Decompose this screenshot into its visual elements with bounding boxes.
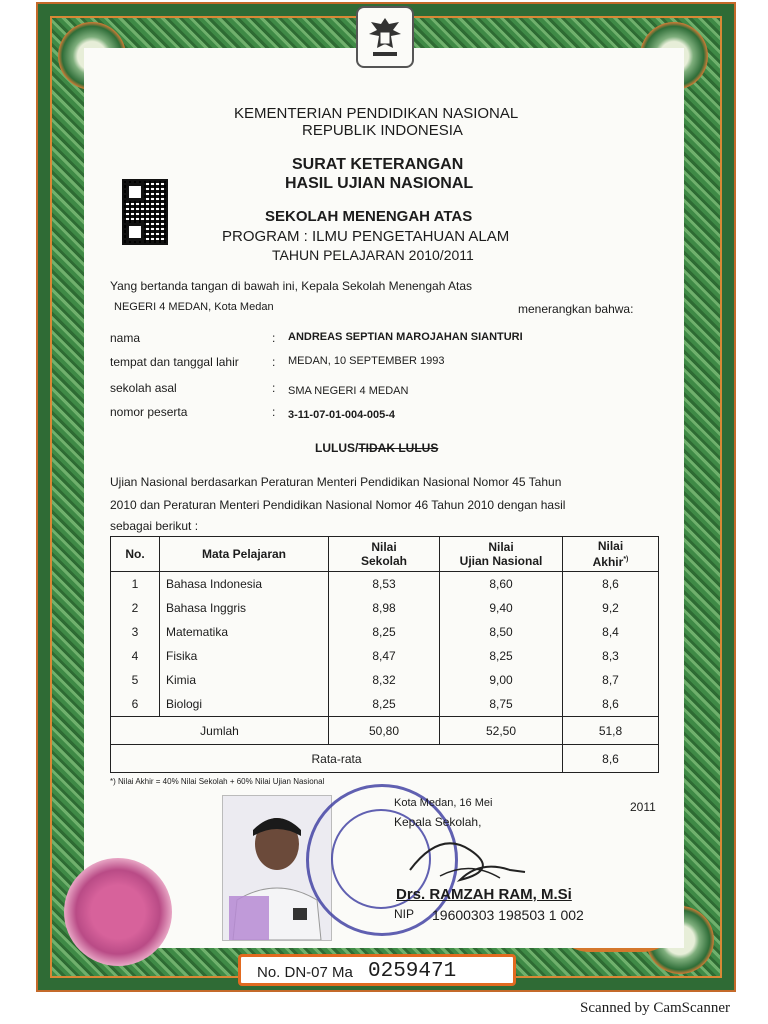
school-name-line: NEGERI 4 MEDAN, Kota Medan [114,301,274,313]
field-value-participant: 3-11-07-01-004-005-4 [288,409,396,421]
grades-table [110,536,659,773]
cell-final-score: 8,6 [563,692,659,717]
paragraph-line-1: Ujian Nasional berdasarkan Peraturan Menteri Pendidikan Nasional Nomor 45 Tahun [110,475,562,489]
cell-no: 1 [111,572,160,597]
table-row [111,668,659,692]
cell-school-score: 8,32 [329,668,440,692]
scanner-watermark: Scanned by CamScanner [580,1000,730,1016]
table-header-row [111,537,659,572]
declares-text: menerangkan bahwa: [518,302,634,316]
signatory-role: Kepala Sekolah, [394,815,482,829]
cell-national-score: 8,60 [440,572,563,597]
cell-national-score: 8,50 [440,620,563,644]
document-title: SURAT KETERANGAN [292,156,464,173]
total-final: 51,8 [563,717,659,745]
header-final-line1: Nilai [597,539,624,553]
header-school-line2: Sekolah [360,554,408,568]
header-national-score [440,537,563,572]
table-row [111,572,659,597]
cell-final-score: 8,7 [563,668,659,692]
program-name: PROGRAM : ILMU PENGETAHUAN ALAM [222,228,510,245]
total-row [111,717,659,745]
header-final-score [563,537,659,572]
signatory-name: Drs. RAMZAH RAM, M.Si [396,886,572,903]
place-date: Kota Medan, 16 Mei [394,797,493,809]
handwritten-signature [400,820,530,890]
field-colon: : [272,381,276,395]
cell-national-score: 8,25 [440,644,563,668]
cell-subject: Bahasa Inggris [160,596,329,620]
qr-code-icon [122,179,168,245]
header-national-line1: Nilai [488,540,514,554]
table-row [111,596,659,620]
garuda-emblem-icon [356,6,414,68]
cell-no: 3 [111,620,160,644]
cell-subject: Fisika [160,644,329,668]
cell-subject: Bahasa Indonesia [160,572,329,597]
cell-school-score: 8,53 [329,572,440,597]
table-row [111,620,659,644]
header-national-line2: Ujian Nasional [459,554,543,568]
intro-line: Yang bertanda tangan di bawah ini, Kepala Sekolah Menengah Atas [110,279,473,293]
cell-no: 6 [111,692,160,717]
cell-school-score: 8,25 [329,692,440,717]
serial-number: 0259471 [368,960,457,983]
republic-name: REPUBLIK INDONESIA [302,122,463,139]
header-no: No. [111,537,160,572]
field-value-name: ANDREAS SEPTIAN MAROJAHAN SIANTURI [288,331,523,343]
cell-national-score: 9,00 [440,668,563,692]
field-label-birth: tempat dan tanggal lahir [110,355,239,369]
academic-year: TAHUN PELAJARAN 2010/2011 [272,247,474,263]
document-subtitle: HASIL UJIAN NASIONAL [285,175,474,192]
total-national: 52,50 [440,717,563,745]
ministry-name: KEMENTERIAN PENDIDIKAN NASIONAL [234,105,519,122]
header-final-sup: *) [623,556,629,563]
paragraph-line-2: 2010 dan Peraturan Menteri Pendidikan Nasional Nomor 46 Tahun 2010 dengan hasil [110,498,566,512]
total-label: Jumlah [111,717,329,745]
field-colon: : [272,331,276,345]
cell-national-score: 9,40 [440,596,563,620]
average-label: Rata-rata [111,745,563,773]
field-value-school: SMA NEGERI 4 MEDAN [288,385,409,397]
cell-final-score: 8,4 [563,620,659,644]
cell-national-score: 8,75 [440,692,563,717]
table-row [111,692,659,717]
cell-final-score: 9,2 [563,596,659,620]
serial-number-box [238,954,516,986]
paragraph-line-3: sebagai berikut : [110,519,199,533]
average-row [111,745,659,773]
header-final-line2: Akhir [592,555,624,569]
signatory-nip: 19600303 198503 1 002 [432,907,584,923]
signature-year: 2011 [630,800,656,814]
status-fail-struck: TIDAK LULUS [358,441,439,455]
field-label-school: sekolah asal [110,381,177,395]
field-label-name: nama [110,331,141,345]
pink-seal [64,858,172,966]
school-level: SEKOLAH MENENGAH ATAS [265,208,473,225]
cell-subject: Biologi [160,692,329,717]
cell-school-score: 8,47 [329,644,440,668]
average-final: 8,6 [563,745,659,773]
pass-status [315,441,438,455]
header-school-line1: Nilai [371,540,397,554]
cell-final-score: 8,6 [563,572,659,597]
serial-label: No. DN-07 Ma [257,964,353,981]
cell-subject: Matematika [160,620,329,644]
status-pass: LULUS/ [315,441,359,455]
field-colon: : [272,355,276,369]
field-label-participant: nomor peserta [110,405,188,419]
signatory-nip-label: NIP [394,907,415,921]
header-school-score [329,537,440,572]
cell-no: 2 [111,596,160,620]
cell-school-score: 8,25 [329,620,440,644]
cell-no: 4 [111,644,160,668]
cell-no: 5 [111,668,160,692]
table-row [111,644,659,668]
field-colon: : [272,405,276,419]
field-value-birth: MEDAN, 10 SEPTEMBER 1993 [288,355,445,367]
cell-final-score: 8,3 [563,644,659,668]
table-footnote: *) Nilai Akhir = 40% Nilai Sekolah + 60% Nilai Ujian Nasional [110,777,325,786]
cell-subject: Kimia [160,668,329,692]
header-subject: Mata Pelajaran [160,537,329,572]
total-school: 50,80 [329,717,440,745]
cell-school-score: 8,98 [329,596,440,620]
